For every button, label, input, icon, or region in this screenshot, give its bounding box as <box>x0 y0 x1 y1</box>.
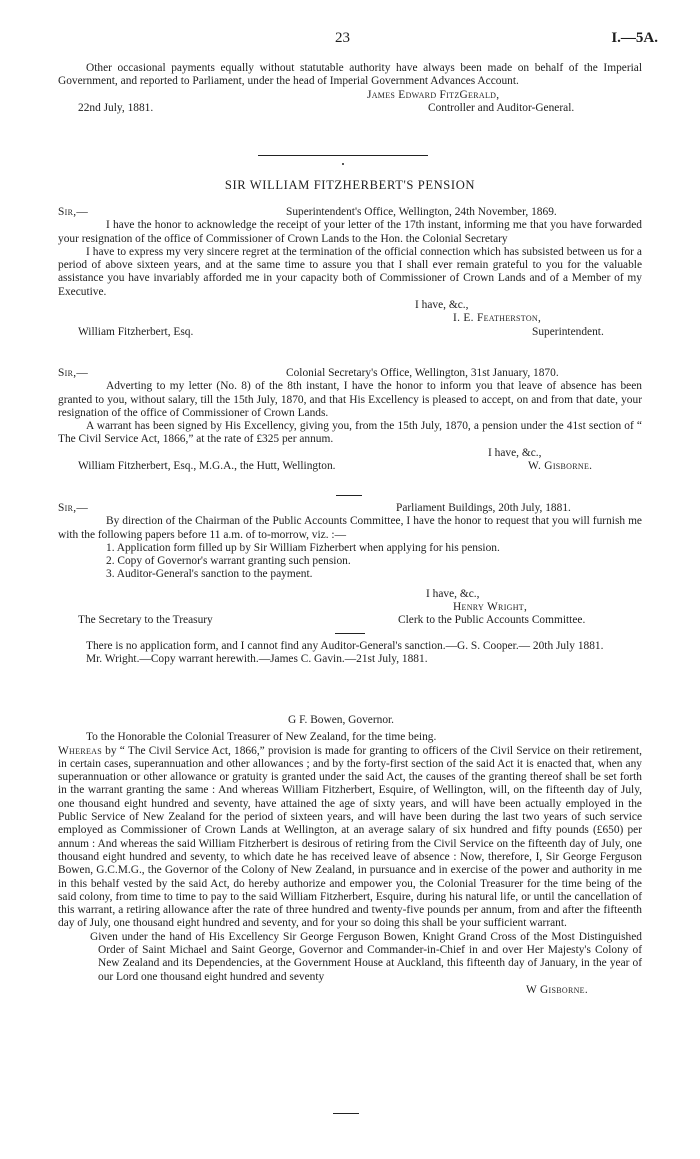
requested-papers-list <box>58 542 642 582</box>
letter3-paragraph-1: By direction of the Chairman of the Public Accounts Committee, I have the honor to request that you will furnish me with the following papers before 11 a.m. of to-morrow, viz. :— <box>58 515 642 541</box>
letter1-signatory-title: Superintendent. <box>532 325 604 338</box>
warrant-addressee: To the Honorable the Colonial Treasurer of New Zealand, for the time being. <box>86 731 437 744</box>
document-reference: I.—5A. <box>611 30 658 46</box>
letter2-address: Colonial Secretary's Office, Wellington, 31st January, 1870. <box>286 367 559 379</box>
letter2-salutation: Sir,— <box>58 367 89 379</box>
warrant-body <box>58 745 642 931</box>
section-divider <box>258 155 428 156</box>
letter1-paragraph-2: I have to express my very sincere regret at the termination of the official connection which has subsisted between us for a period of above sixteen years, and at the same time to assure you that I shall ever remain grateful to you for the valuable assistance you have invariably afforded me in your capacity both of Commissioner of Crown Lands and of a Member of my Executive. <box>58 245 642 298</box>
auditor-signatory-title: Controller and Auditor-General. <box>428 101 575 114</box>
pension-warrant <box>58 714 642 997</box>
letter2-signatory: W. Gisborne. <box>528 460 593 473</box>
letter3-signatory-title: Clerk to the Public Accounts Committee. <box>398 614 586 627</box>
letter1-address: Superintendent's Office, Wellington, 24th November, 1869. <box>286 206 557 218</box>
section-title: SIR WILLIAM FITZHERBERT'S PENSION <box>224 178 476 192</box>
list-item: 3. Auditor-General's sanction to the payment. <box>106 568 313 581</box>
letter3-salutation: Sir,— <box>58 502 89 514</box>
auditor-signatory: James Edward FitzGerald, <box>367 88 500 101</box>
short-divider <box>336 495 362 496</box>
letter1-paragraph-1: I have the honor to acknowledge the receipt of your letter of the 17th instant, informing me that you have forwarded your resignation of the office of Commissioner of Crown Lands to the Hon. the Colonial Secretary <box>58 219 642 245</box>
list-item: 2. Copy of Governor's warrant granting such pension. <box>106 555 351 568</box>
minute-gavin: Mr. Wright.—Copy warrant herewith.—James C. Gavin.—21st July, 1881. <box>86 653 428 666</box>
warrant-signatory: W Gisborne. <box>526 983 588 996</box>
letter1-salutation: Sir,— <box>58 206 89 218</box>
minute-cooper: There is no application form, and I cannot find any Auditor-General's sanction.—G. S. Cooper.— 20th July 1881. <box>86 640 604 652</box>
auditor-note <box>58 62 642 115</box>
letter3-address: Parliament Buildings, 20th July, 1881. <box>396 502 571 514</box>
letter1-recipient: William Fitzherbert, Esq. <box>78 325 194 338</box>
auditor-note-date: 22nd July, 1881. <box>78 101 154 114</box>
auditor-note-text: Other occasional payments equally without statutable authority have always been made on behalf of the Imperial Government, and reported to Parliament, under the head of Imperial Government Advances Account. <box>58 62 642 88</box>
divider-dot <box>342 163 344 165</box>
letter-colonial-secretary <box>58 367 642 473</box>
end-divider <box>333 1113 359 1114</box>
letter2-paragraph-1: Adverting to my letter (No. 8) of the 8th instant, I have the honor to inform you that leave of absence has been granted to you, without salary, till the 15th July, 1870, and that His Excellency is pleased to accept, on and from that date, your resignation of the office of Commissioner of Crown Lands. <box>58 380 642 419</box>
warrant-lead-word: Whereas <box>58 744 102 757</box>
warrant-body-text: by “ The Civil Service Act, 1866,” provision is made for granting to officers of the Civil Service on their retirement, in certain cases, superannuation and other allowances ; and by the forty-first section of the said Act it is enacted that, when any superannuation or other allowance or gratuity is granted under the said Act, the causes of the granting thereof shall be set forth in the warrant granting the same : And whereas William Fitzherbert, Esquire, of Wellington, will, on the fifteenth day of July, one thousand eight hundred and seventy, have attained the age of sixty years, and will have been actually employed in the Public Service of New Zealand for the period of sixteen years, and will have been during the last two years of such service employed as Commissioner of Crown Lands at Wellington, at an average salary of six hundred and fifty pounds (£650) per annum : And whereas the said William Fitzherbert is desirous of retiring from the Civil Service on the fifteenth day of July, one thousand eight hundred and seventy, to which date he has received leave of absence : Now, therefore, I, Sir George Ferguson Bowen, G.C.M.G., the Governor of the Colony of New Zealand, in pursuance and in exercise of the power and authority in me in this behalf vested by the said Act, do hereby authorize and empower you, the Colonial Treasurer for the time being of the said colony, from time to time to pay to the said William Fitzherbert, Esquire, during his natural life, or until the cancellation of this warrant, a retiring allowance after the rate of three hundred and twenty-five pounds per annum, from and after the fifteenth day of July, one thousand eight hundred and seventy, and for your so doing this shall be your sufficient warrant. <box>58 744 642 930</box>
letter2-closing: I have, &c., <box>488 446 542 459</box>
short-divider <box>335 633 365 634</box>
letter1-closing: I have, &c., <box>415 299 469 312</box>
warrant-governor: G F. Bowen, Governor. <box>288 714 395 726</box>
minutes <box>58 640 642 667</box>
letter-wright <box>58 502 642 628</box>
page-number: 23 <box>335 30 350 46</box>
letter-featherston <box>58 206 642 339</box>
warrant-given: Given under the hand of His Excellency Sir George Ferguson Bowen, Knight Grand Cross of the Most Distinguished Order of Saint Michael and Saint George, Governor and Commander-in-Chief in and over Her Majesty's Colony of New Zealand and its Dependencies, at the Government House at Auckland, this fifteenth day of January, in the year of our Lord one thousand eight hundred and seventy <box>90 930 642 983</box>
letter2-paragraph-2: A warrant has been signed by His Excellency, giving you, from the 15th July, 1870, a pension under the 41st section of “ The Civil Service Act, 1866,” at the rate of £325 per annum. <box>58 420 642 446</box>
list-item: 1. Application form filled up by Sir William Fizherbert when applying for his pension. <box>106 541 500 554</box>
letter1-signatory: I. E. Featherston, <box>453 312 542 325</box>
letter2-recipient: William Fitzherbert, Esq., M.G.A., the Hutt, Wellington. <box>78 460 336 473</box>
letter3-closing: I have, &c., <box>426 587 480 600</box>
letter3-signatory: Henry Wright, <box>453 601 528 614</box>
letter3-recipient: The Secretary to the Treasury <box>78 614 213 627</box>
